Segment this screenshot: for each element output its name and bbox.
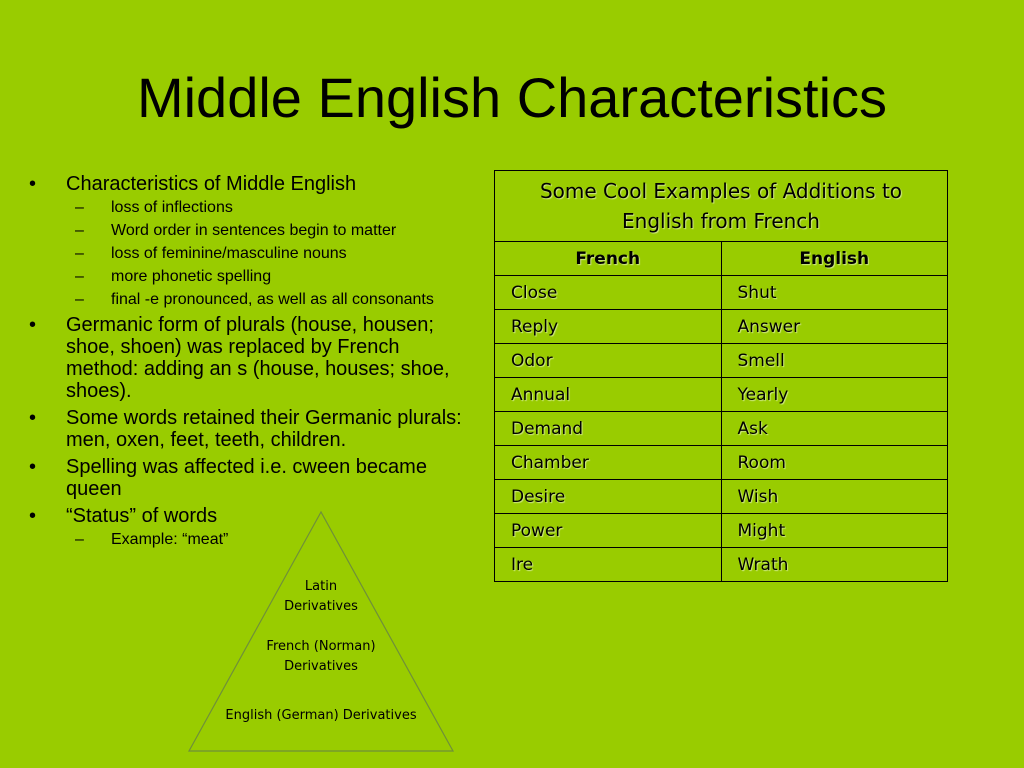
sub-bullet-mark: –	[75, 222, 84, 239]
english-cell: Answer	[721, 310, 948, 344]
english-cell: Shut	[721, 276, 948, 310]
french-cell: Chamber	[495, 446, 722, 480]
table-row	[495, 480, 948, 514]
table-row	[495, 344, 948, 378]
table-header-row	[495, 242, 948, 276]
sub-bullet-item	[26, 291, 476, 309]
sub-bullet-item	[26, 199, 476, 217]
french-cell: Power	[495, 514, 722, 548]
bullet-list	[26, 173, 476, 554]
english-cell: Might	[721, 514, 948, 548]
bullet-item	[26, 407, 476, 451]
french-cell: Close	[495, 276, 722, 310]
sub-bullet-text: loss of feminine/masculine nouns	[111, 245, 347, 262]
table-caption: Some Cool Examples of Additions to English from French	[495, 171, 948, 242]
sub-bullet-text: final -e pronounced, as well as all consonants	[111, 291, 434, 308]
table-row	[495, 412, 948, 446]
sub-bullet-text: loss of inflections	[111, 199, 233, 216]
table-row	[495, 378, 948, 412]
examples-table	[494, 170, 948, 582]
french-cell: Reply	[495, 310, 722, 344]
sub-bullet-item	[26, 268, 476, 286]
table-row	[495, 514, 948, 548]
bullet-text: “Status” of words	[66, 505, 218, 527]
column-header-french: French	[495, 242, 722, 276]
bullet-mark: •	[29, 505, 37, 527]
bullet-mark: •	[29, 314, 37, 336]
sub-bullet-text: Example: “meat”	[111, 531, 229, 548]
sub-bullet-mark: –	[75, 291, 84, 308]
column-header-english: English	[721, 242, 948, 276]
french-cell: Annual	[495, 378, 722, 412]
french-cell: Demand	[495, 412, 722, 446]
english-cell: Wish	[721, 480, 948, 514]
bullet-mark: •	[29, 456, 37, 478]
bullet-mark: •	[29, 173, 37, 195]
table-row	[495, 276, 948, 310]
bullet-text: Germanic form of plurals (house, housen; shoe, shoen) was replaced by French method: adding an s (house, houses; shoe, shoes).	[66, 314, 450, 402]
bullet-item	[26, 314, 476, 402]
table-row	[495, 310, 948, 344]
derivatives-pyramid	[186, 510, 456, 755]
french-cell: Desire	[495, 480, 722, 514]
english-cell: Smell	[721, 344, 948, 378]
english-cell: Room	[721, 446, 948, 480]
french-cell: Ire	[495, 548, 722, 582]
sub-bullet-mark: –	[75, 268, 84, 285]
pyramid-label-latin: Latin Derivatives	[284, 579, 358, 614]
sub-bullet-item	[26, 222, 476, 240]
english-cell: Wrath	[721, 548, 948, 582]
english-cell: Yearly	[721, 378, 948, 412]
bullet-text: Spelling was affected i.e. cween became queen	[66, 456, 427, 500]
pyramid-label-english: English (German) Derivatives	[225, 708, 417, 723]
sub-bullet-mark: –	[75, 199, 84, 216]
sub-bullet-text: Word order in sentences begin to matter	[111, 222, 397, 239]
table-row	[495, 548, 948, 582]
table-caption-row	[495, 171, 948, 242]
bullet-text: Characteristics of Middle English	[66, 173, 357, 195]
sub-bullet-item	[26, 245, 476, 263]
sub-bullet-list	[66, 199, 476, 309]
table-row	[495, 446, 948, 480]
french-cell: Odor	[495, 344, 722, 378]
slide-title: Middle English Characteristics	[136, 66, 888, 129]
bullet-item	[26, 173, 476, 309]
sub-bullet-mark: –	[75, 245, 84, 262]
bullet-text: Some words retained their Germanic plurals: men, oxen, feet, teeth, children.	[66, 407, 462, 451]
bullet-mark: •	[29, 407, 37, 429]
bullet-item	[26, 456, 476, 500]
english-cell: Ask	[721, 412, 948, 446]
pyramid-label-french: French (Norman) Derivatives	[266, 639, 376, 674]
sub-bullet-mark: –	[75, 531, 84, 548]
sub-bullet-text: more phonetic spelling	[111, 268, 272, 285]
